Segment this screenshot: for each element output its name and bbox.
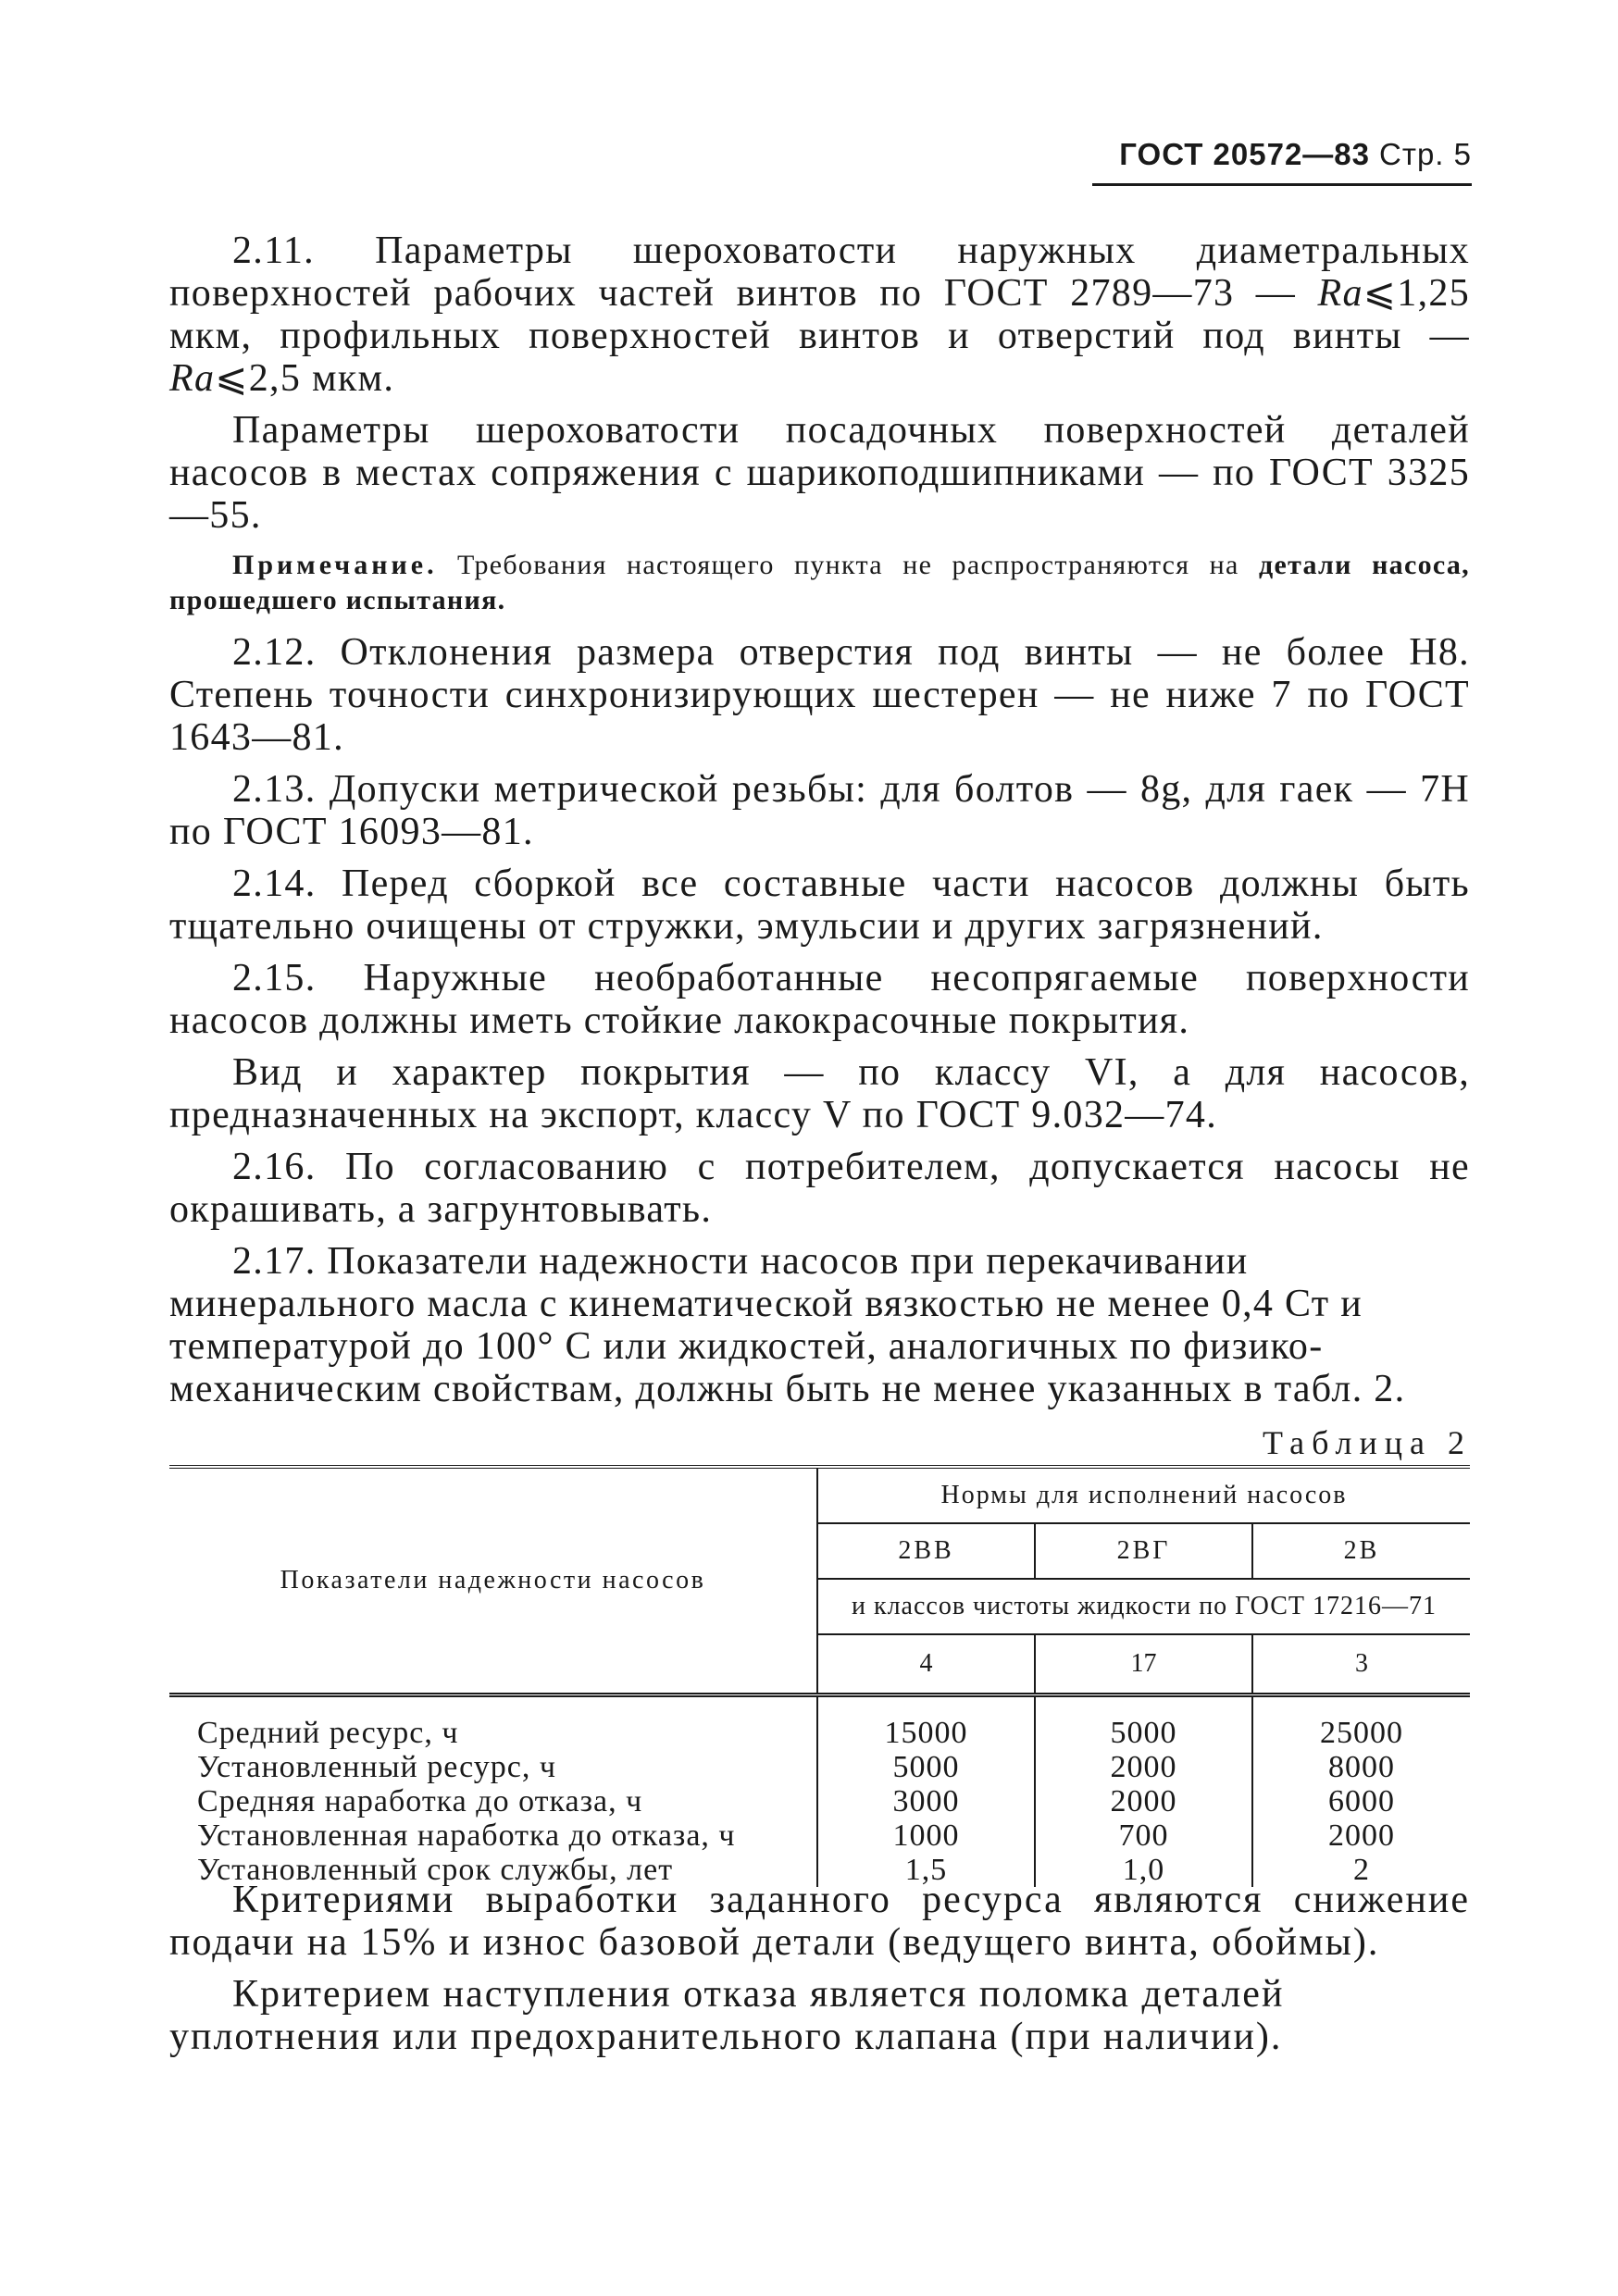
class-number: 4	[817, 1634, 1035, 1695]
header-rule	[1092, 183, 1472, 186]
cell-value: 700	[1035, 1818, 1252, 1853]
paragraph-2-11-text-b: ⩽1,25 мкм, профильных поверхностей винтов и отверстий под винты —	[169, 272, 1470, 357]
paragraph-2-15: 2.15. Наружные необработанные несопрягаемые поверхности насосов должны иметь стойкие лакокрасочные покрытия.	[169, 957, 1470, 1042]
cell-value: 15000	[817, 1695, 1035, 1751]
cell-value: 2000	[1035, 1750, 1252, 1784]
row-label: Установленный ресурс, ч	[169, 1750, 817, 1784]
paragraph-2-11-text-a: 2.11. Параметры шероховатости наружных диаметральных поверхностей рабочих частей винтов по ГОСТ 2789—73 —	[169, 230, 1470, 315]
page-number: Стр. 5	[1379, 137, 1472, 171]
paragraph-2-17: 2.17. Показатели надежности насосов при перекачивании минерального масла с кинематической вязкостью не менее 0,4 Ст и температурой до 100° С или жидкостей, аналогичных по физико-механическим свойствам, должны быть не менее указанных в табл. 2.	[169, 1240, 1406, 1410]
cell-value: 2	[1353, 1853, 1370, 1887]
cell-value: 2000	[1035, 1784, 1252, 1818]
ra-symbol: Ra	[169, 357, 216, 400]
row-label: Средний ресурс, ч	[169, 1695, 817, 1751]
table-row	[169, 1695, 1470, 1751]
note-label: Примечание.	[232, 550, 438, 580]
paragraph-2-13: 2.13. Допуски метрической резьбы: для болтов — 8g, для гаек — 7H по ГОСТ 16093—81.	[169, 768, 1470, 853]
version-header: 2ВВ	[817, 1523, 1035, 1579]
column-header-indicators: Показатели надежности насосов	[169, 1467, 817, 1695]
note	[169, 548, 1470, 618]
class-header: и классов чистоты жидкости по ГОСТ 17216—71	[817, 1579, 1470, 1634]
cell-value: 1,0	[1035, 1853, 1252, 1887]
class-number: 3	[1252, 1634, 1470, 1695]
paragraph-2-12: 2.12. Отклонения размера отверстия под винты — не более H8. Степень точности синхронизирующих шестерен — не ниже 7 по ГОСТ 1643—81.	[169, 631, 1470, 759]
cell-value: 5000	[817, 1750, 1035, 1784]
table-caption: Таблица 2	[1263, 1424, 1472, 1461]
cell-value: 2000	[1328, 1818, 1395, 1853]
cell-value: 6000	[1328, 1784, 1395, 1818]
paragraph-2-11	[169, 230, 1470, 400]
closing-text	[169, 1879, 1470, 2067]
paragraph-2-11-text-c: ⩽2,5 мкм.	[215, 357, 395, 400]
class-number: 17	[1035, 1634, 1252, 1695]
column-header-norms: Нормы для исполнений насосов	[817, 1467, 1470, 1523]
note-text-b: детали насоса, прошедшего испытания.	[169, 550, 1470, 615]
criteria-failure-paragraph: Критерием наступления отказа является поломка деталей уплотнения или предохранительного клапана (при наличии).	[169, 1973, 1285, 2058]
cell-value: 8000	[1328, 1750, 1395, 1784]
version-header: 2ВГ	[1035, 1523, 1252, 1579]
ra-symbol: Ra	[1317, 272, 1363, 315]
paragraph-2-14: 2.14. Перед сборкой все составные части насосов должны быть тщательно очищены от стружки, эмульсии и других загрязнений.	[169, 863, 1470, 948]
cell-value: 5000	[1035, 1695, 1252, 1751]
reliability-table	[169, 1465, 1470, 1887]
cell-value: 3000	[817, 1784, 1035, 1818]
standard-number: ГОСТ 20572—83	[1119, 137, 1370, 171]
cell-value: 1,5	[817, 1853, 1035, 1887]
cell-value: 25000	[1320, 1716, 1403, 1750]
body-text	[169, 230, 1470, 1420]
row-label: Установленный срок службы, лет	[169, 1853, 817, 1887]
table-row	[169, 1750, 1470, 1784]
note-text-a: Требования настоящего пункта не распространяются на	[456, 550, 1239, 580]
cell-value: 1000	[817, 1818, 1035, 1853]
paragraph-2-11-continued: Параметры шероховатости посадочных поверхностей деталей насосов в местах сопряжения с шарикоподшипниками — по ГОСТ 3325—55.	[169, 409, 1470, 537]
row-label: Средняя наработка до отказа, ч	[169, 1784, 817, 1818]
paragraph-2-15-continued: Вид и характер покрытия — по классу VI, а для насосов, предназначенных на экспорт, классу V по ГОСТ 9.032—74.	[169, 1051, 1470, 1136]
paragraph-2-16: 2.16. По согласованию с потребителем, допускается насосы не окрашивать, а загрунтовывать.	[169, 1146, 1470, 1231]
table-row	[169, 1784, 1470, 1818]
table-row	[169, 1818, 1470, 1853]
page-header	[1092, 137, 1472, 172]
version-header: 2В	[1252, 1523, 1470, 1579]
criteria-resource-paragraph: Критериями выработки заданного ресурса являются снижение подачи на 15% и износ базовой детали (ведущего винта, обоймы).	[169, 1879, 1470, 1964]
row-label: Установленная наработка до отказа, ч	[169, 1818, 817, 1853]
